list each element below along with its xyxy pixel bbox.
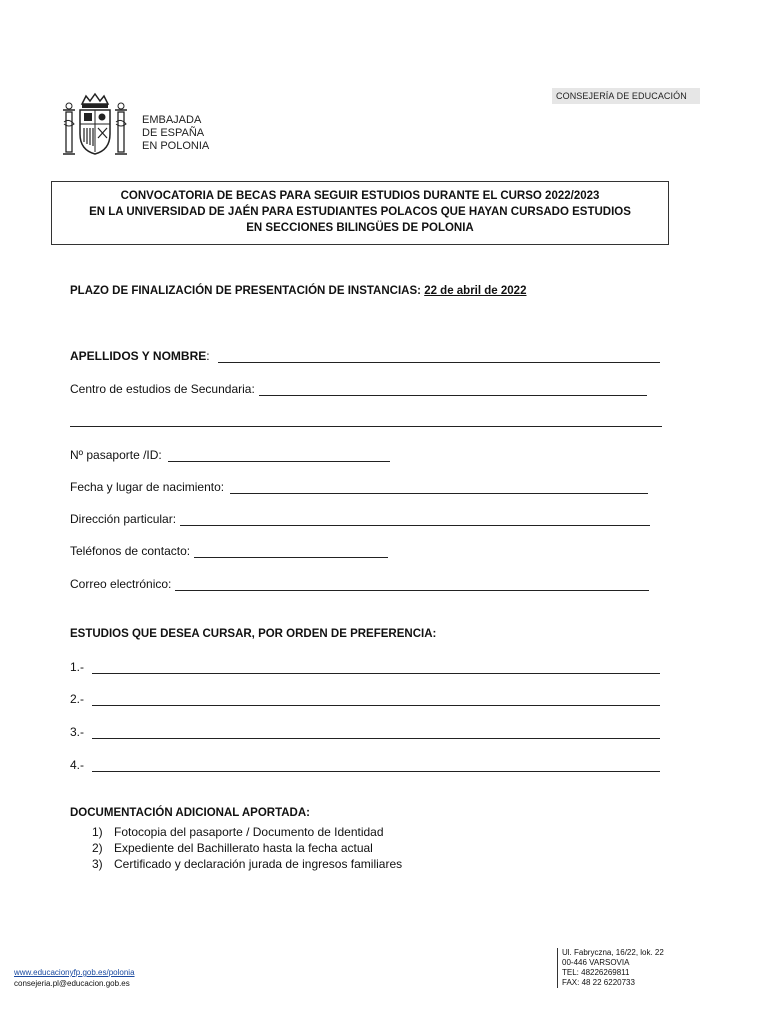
passport-label: Nº pasaporte /ID: [70, 448, 162, 462]
title-line: CONVOCATORIA DE BECAS PARA SEGUIR ESTUDIOS DURANTE EL CURSO 2022/2023 [120, 190, 600, 202]
footer-address [557, 948, 664, 988]
list-item-text: Fotocopia del pasaporte / Documento de Identidad [114, 825, 384, 839]
school-label: Centro de estudios de Secundaria: [70, 382, 255, 396]
address-line: Ul. Fabryczna, 16/22, lok. 22 [562, 948, 664, 957]
documentation-title: DOCUMENTACIÓN ADICIONAL APORTADA: [70, 807, 310, 819]
school-input-line[interactable] [259, 383, 647, 396]
birth-field [70, 480, 648, 494]
department-label: CONSEJERÍA DE EDUCACIÓN [552, 88, 700, 104]
list-item [92, 856, 402, 872]
study-number: 2.- [70, 692, 85, 706]
documentation-list [92, 824, 402, 872]
list-item-text: Certificado y declaración jurada de ingresos familiares [114, 857, 403, 871]
study-preference-1 [70, 660, 660, 674]
name-colon: : [206, 349, 210, 363]
passport-input-line[interactable] [168, 449, 390, 462]
study-number: 3.- [70, 725, 85, 739]
name-label: APELLIDOS Y NOMBRE [70, 349, 207, 363]
embassy-line: EMBAJADA [142, 114, 202, 126]
study-input-line[interactable] [92, 726, 660, 739]
list-item-number: 3) [92, 857, 103, 871]
deadline [70, 285, 526, 297]
email-field [70, 577, 649, 591]
address-label: Dirección particular: [70, 512, 177, 526]
list-item-number: 2) [92, 841, 103, 855]
email-label: Correo electrónico: [70, 577, 172, 591]
contact-email[interactable]: consejeria.pl@educacion.gob.es [14, 979, 130, 988]
phone-input-line[interactable] [194, 545, 388, 558]
study-number: 1.- [70, 660, 85, 674]
list-item-number: 1) [92, 825, 103, 839]
study-input-line[interactable] [92, 661, 660, 674]
title-line: EN LA UNIVERSIDAD DE JAÉN PARA ESTUDIANTES POLACOS QUE HAYAN CURSADO ESTUDIOS [89, 206, 631, 218]
footer-contact [14, 967, 135, 989]
school-input-line-2[interactable] [70, 414, 662, 427]
address-line: FAX: 48 22 6220733 [562, 978, 635, 987]
embassy-line: DE ESPAÑA [142, 127, 205, 139]
coat-of-arms-logo [60, 92, 130, 162]
deadline-label: PLAZO DE FINALIZACIÓN DE PRESENTACIÓN DE INSTANCIAS: [70, 285, 421, 297]
address-line: 00-446 VARSOVIA [562, 958, 630, 967]
list-item [92, 824, 402, 840]
document-title-box [51, 181, 669, 245]
study-preference-3 [70, 725, 660, 739]
passport-field [70, 448, 390, 462]
embassy-name [142, 114, 209, 153]
email-input-line[interactable] [175, 578, 649, 591]
birth-input-line[interactable] [230, 481, 648, 494]
deadline-date: 22 de abril de 2022 [424, 285, 527, 297]
name-input-line[interactable] [218, 350, 660, 363]
name-field [70, 349, 660, 363]
birth-label: Fecha y lugar de nacimiento: [70, 480, 225, 494]
study-preference-4 [70, 758, 660, 772]
phone-field [70, 544, 388, 558]
study-input-line[interactable] [92, 759, 660, 772]
list-item-text: Expediente del Bachillerato hasta la fecha actual [114, 841, 373, 855]
studies-title: ESTUDIOS QUE DESEA CURSAR, POR ORDEN DE PREFERENCIA: [70, 628, 437, 640]
address-input-line[interactable] [180, 513, 650, 526]
phone-label: Teléfonos de contacto: [70, 544, 191, 558]
study-preference-2 [70, 692, 660, 706]
title-line: EN SECCIONES BILINGÜES DE POLONIA [246, 222, 474, 234]
address-field [70, 512, 650, 526]
website-link[interactable]: www.educacionyfp.gob.es/polonia [14, 968, 135, 977]
school-field [70, 382, 647, 396]
study-number: 4.- [70, 758, 85, 772]
school-continuation-field [70, 414, 662, 427]
embassy-line: EN POLONIA [142, 140, 210, 152]
address-line: TEL: 48226269811 [562, 968, 630, 977]
list-item [92, 840, 402, 856]
study-input-line[interactable] [92, 693, 660, 706]
